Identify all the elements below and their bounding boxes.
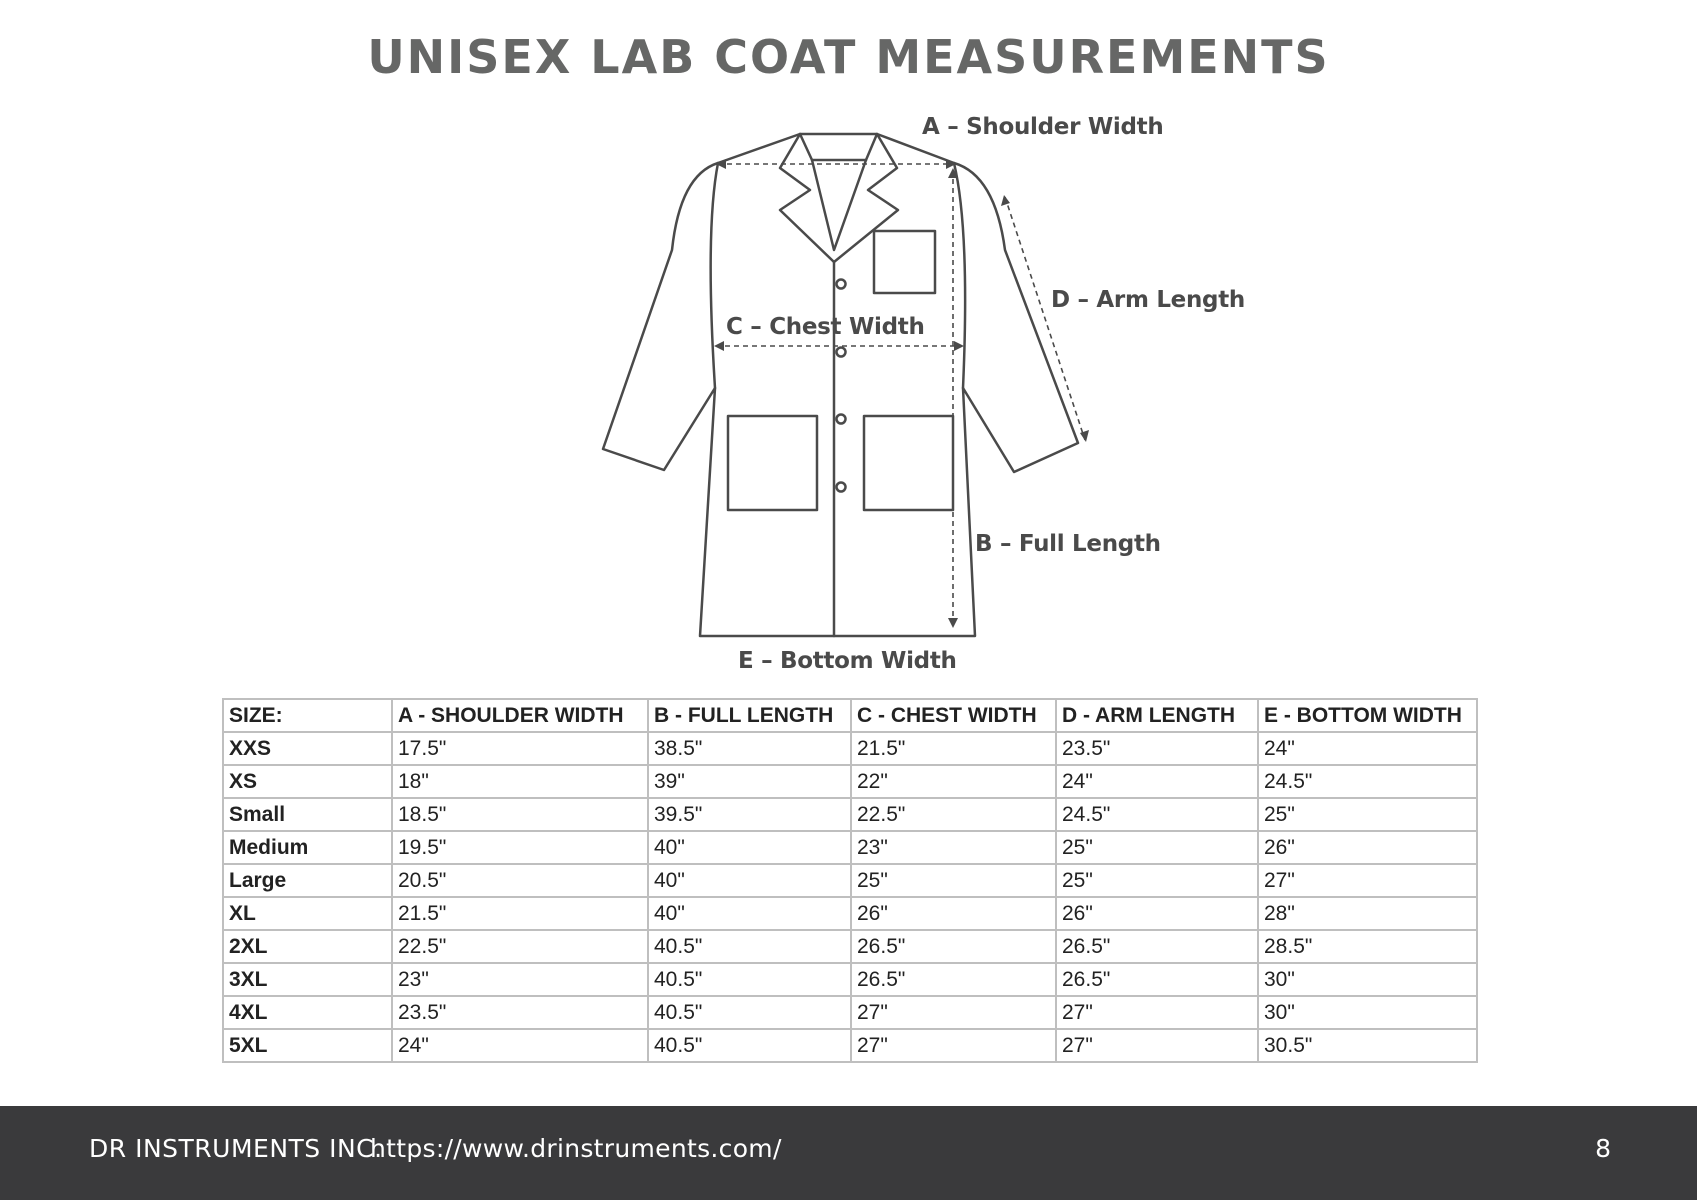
arm-length-cell: 27" [1056,1029,1258,1062]
full-length-cell: 40.5" [648,963,851,996]
shoulder-width-cell: 17.5" [392,732,648,765]
footer-company: DR INSTRUMENTS INC. [89,1134,383,1163]
left-sleeve-seam [711,163,718,388]
header-arm-length: D - ARM LENGTH [1056,699,1258,732]
arm-length-cell: 24" [1056,765,1258,798]
header-bottom-width: E - BOTTOM WIDTH [1258,699,1477,732]
arrowhead [1001,195,1010,206]
table-row [223,1029,1477,1062]
full-length-cell: 39.5" [648,798,851,831]
arm-length-cell: 26.5" [1056,930,1258,963]
right-pocket [864,416,953,510]
bottom-width-cell: 24.5" [1258,765,1477,798]
shoulder-width-cell: 24" [392,1029,648,1062]
chest-width-cell: 26.5" [851,930,1056,963]
bottom-width-cell: 25" [1258,798,1477,831]
size-cell: XXS [223,732,392,765]
size-cell: Small [223,798,392,831]
table-row [223,864,1477,897]
button [837,280,846,289]
full-length-cell: 40" [648,831,851,864]
full-length-cell: 40.5" [648,930,851,963]
table-row [223,897,1477,930]
table-row [223,765,1477,798]
chest-width-cell: 26" [851,897,1056,930]
footer-url-link[interactable]: https://www.drinstruments.com/ [370,1134,782,1163]
table-header-row [223,699,1477,732]
size-table [222,698,1478,1063]
button [837,348,846,357]
collar-back [800,134,877,250]
arm-length-cell: 26" [1056,897,1258,930]
shoulder-width-cell: 22.5" [392,930,648,963]
bottom-width-cell: 28" [1258,897,1477,930]
full-length-cell: 40" [648,897,851,930]
arm-length-cell: 27" [1056,996,1258,1029]
header-full-length: B - FULL LENGTH [648,699,851,732]
arm-length-guide [1005,197,1085,440]
bottom-width-cell: 30.5" [1258,1029,1477,1062]
bottom-width-cell: 26" [1258,831,1477,864]
shoulder-width-cell: 23.5" [392,996,648,1029]
arm-length-cell: 26.5" [1056,963,1258,996]
chest-width-cell: 23" [851,831,1056,864]
footer-bar [0,1106,1697,1200]
header-chest-width: C - CHEST WIDTH [851,699,1056,732]
chest-width-cell: 26.5" [851,963,1056,996]
shoulder-width-cell: 20.5" [392,864,648,897]
bottom-width-cell: 28.5" [1258,930,1477,963]
right-sleeve-seam [954,163,965,388]
label-shoulder-width: A – Shoulder Width [922,114,1164,140]
full-length-cell: 38.5" [648,732,851,765]
full-length-cell: 40.5" [648,1029,851,1062]
size-cell: 4XL [223,996,392,1029]
chest-width-cell: 22" [851,765,1056,798]
full-length-cell: 39" [648,765,851,798]
size-cell: XS [223,765,392,798]
size-cell: XL [223,897,392,930]
size-cell: Large [223,864,392,897]
label-chest-width: C – Chest Width [726,314,925,340]
chest-width-cell: 21.5" [851,732,1056,765]
shoulder-width-cell: 23" [392,963,648,996]
chest-pocket [874,231,935,293]
arm-length-cell: 23.5" [1056,732,1258,765]
arm-length-cell: 25" [1056,831,1258,864]
shoulder-width-cell: 18.5" [392,798,648,831]
arrowhead [954,341,964,351]
bottom-width-cell: 30" [1258,963,1477,996]
full-length-cell: 40.5" [648,996,851,1029]
label-bottom-width: E – Bottom Width [738,648,957,674]
chest-width-cell: 27" [851,996,1056,1029]
coat-body-outline [603,134,1078,636]
shoulder-width-cell: 18" [392,765,648,798]
label-full-length: B – Full Length [975,531,1161,557]
chest-width-cell: 25" [851,864,1056,897]
arrowhead [1080,430,1089,442]
size-cell: 3XL [223,963,392,996]
table-row [223,831,1477,864]
button [837,415,846,424]
chest-width-cell: 22.5" [851,798,1056,831]
arrowhead [714,341,724,351]
header-size: SIZE: [223,699,392,732]
size-cell: 5XL [223,1029,392,1062]
bottom-width-cell: 27" [1258,864,1477,897]
header-shoulder-width: A - SHOULDER WIDTH [392,699,648,732]
table-row [223,798,1477,831]
arm-length-cell: 24.5" [1056,798,1258,831]
bottom-width-cell: 30" [1258,996,1477,1029]
button [837,483,846,492]
arm-length-cell: 25" [1056,864,1258,897]
arrowhead [948,618,958,628]
table-row [223,732,1477,765]
shoulder-width-cell: 21.5" [392,897,648,930]
table-row [223,930,1477,963]
table-row [223,996,1477,1029]
chest-width-cell: 27" [851,1029,1056,1062]
collar-right [834,134,898,262]
bottom-width-cell: 24" [1258,732,1477,765]
size-cell: Medium [223,831,392,864]
label-arm-length: D – Arm Length [1051,287,1245,313]
left-pocket [728,416,817,510]
shoulder-width-cell: 19.5" [392,831,648,864]
page-title: UNISEX LAB COAT MEASUREMENTS [367,30,1330,84]
collar-left [780,134,834,262]
full-length-cell: 40" [648,864,851,897]
size-cell: 2XL [223,930,392,963]
table-row [223,963,1477,996]
page-number: 8 [1595,1134,1611,1163]
